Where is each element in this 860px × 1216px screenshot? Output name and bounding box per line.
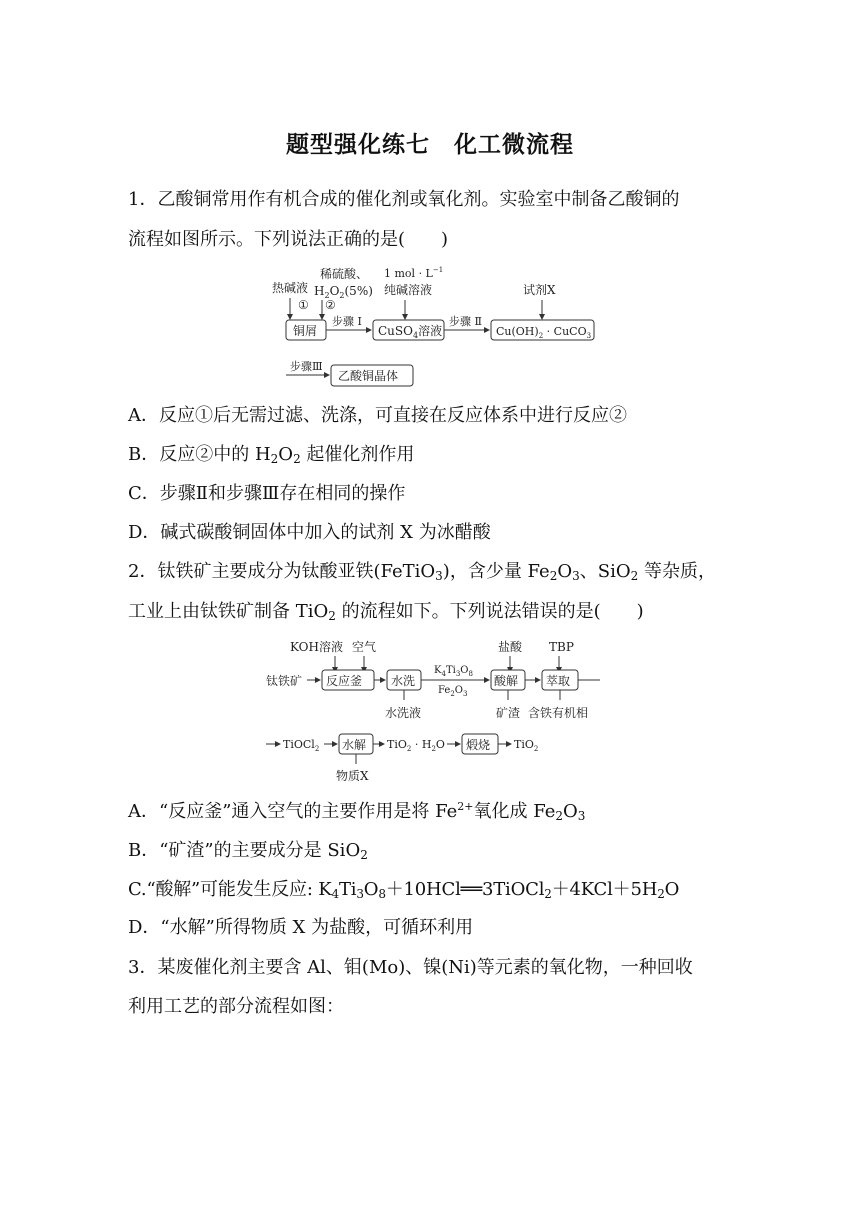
circle-2-label: ② [325,298,336,312]
q2-option-c: C.“酸解”可能发生反应: $K_4Ti_3O_8+10HCl══3TiOCl_2+4KCl+5H_2O$ [128,879,680,901]
tio2-hydrate-label: $TiO_2 \cdot H_2O$ [387,738,445,753]
acid-leach-label: 酸解 [494,674,519,688]
organic-phase-label: 含铁有机相 [528,706,589,720]
q2-stem-line1: 2．钛铁矿主要成分为钛酸亚铁(FeTiO$_3$)，含少量 $Fe_2O_3$、SiO$_2$ 等杂质， [128,561,716,583]
q2-option-a: A．“反应釜”通入空气的主要作用是将 $Fe^{2+}$氧化成 $Fe_2O_3$ [128,800,586,823]
basic-copper-carbonate-label: $Cu(OH)_2$ · CuCO$_3$ [496,325,592,340]
h2o2-label: $H_2O_2(5\%)$ [314,284,373,300]
fe2o3-label: $Fe_2O_3$ [438,685,468,698]
tiocl2-label: TiOCl$_2$ [283,738,320,753]
slag-label: 矿渣 [496,706,521,720]
water-wash-label: 水洗 [391,674,416,688]
q1-option-a: A．反应①后无需过滤、洗涤，可直接在反应体系中进行反应② [128,405,627,426]
pure-alkali-label: 纯碱溶液 [384,283,433,297]
page-title: 题型强化练七 化工微流程 [286,132,574,158]
ore-label: 钛铁矿 [266,674,303,688]
substance-x-label: 物质X [336,769,369,783]
dilute-acid-label: 稀硫酸、 [320,267,369,281]
q2-option-b: B．“矿渣”的主要成分是 SiO$_2$ [128,840,368,862]
reactor-label: 反应釜 [326,674,363,688]
extraction-label: 萃取 [546,674,571,688]
q1-option-b: B．反应②中的 $H_2O_2$ 起催化剂作用 [128,444,415,466]
air-label: 空气 [352,640,377,654]
step2-label: 步骤 Ⅱ [449,315,482,328]
q2-flow-diagram [262,635,607,785]
k4ti3o8-label: $K_4Ti_3O_8$ [434,665,473,678]
circle-1-label: ① [298,298,309,312]
copper-label: 铜屑 [293,324,318,338]
tio2-label: TiO$_2$ [514,738,539,753]
concentration-label: 1 mol · $L^{-1}$ [384,266,444,280]
q1-stem-line2: 流程如图所示。下列说法正确的是( ) [128,229,449,250]
tbp-label: TBP [549,640,574,654]
wash-liquid-label: 水洗液 [385,706,422,720]
reagent-x-label: 试剂X [523,283,556,297]
q2-option-d: D．“水解”所得物质 X 为盐酸，可循环利用 [128,917,474,938]
q1-stem-line1: 1．乙酸铜常用作有机合成的催化剂或氧化剂。实验室中制备乙酸铜的 [128,189,680,210]
hot-alkali-label: 热碱液 [272,281,309,295]
q2-stem-line2: 工业上由钛铁矿制备 TiO$_2$ 的流程如下。下列说法错误的是( ) [128,601,644,623]
q1-option-d: D．碱式碳酸铜固体中加入的试剂 X 为冰醋酸 [128,522,491,543]
copper-acetate-crystal-label: 乙酸铜晶体 [338,369,399,383]
step1-label: 步骤 Ⅰ [332,315,362,328]
q1-flow-diagram [262,262,602,392]
q3-stem-line2: 利用工艺的部分流程如图： [128,996,344,1017]
hydrolysis-label: 水解 [342,738,367,752]
cuso4-label: CuSO$_4$溶液 [378,324,443,340]
koh-label: KOH溶液 [290,640,343,654]
q3-stem-line1: 3．某废催化剂主要含 Al、钼(Mo)、镍(Ni)等元素的氧化物，一种回收 [128,957,693,978]
step3-label: 步骤Ⅲ [290,360,323,373]
q1-option-c: C．步骤Ⅱ和步骤Ⅲ存在相同的操作 [128,483,406,504]
hcl-label: 盐酸 [498,640,523,654]
calcination-label: 煅烧 [466,738,491,752]
